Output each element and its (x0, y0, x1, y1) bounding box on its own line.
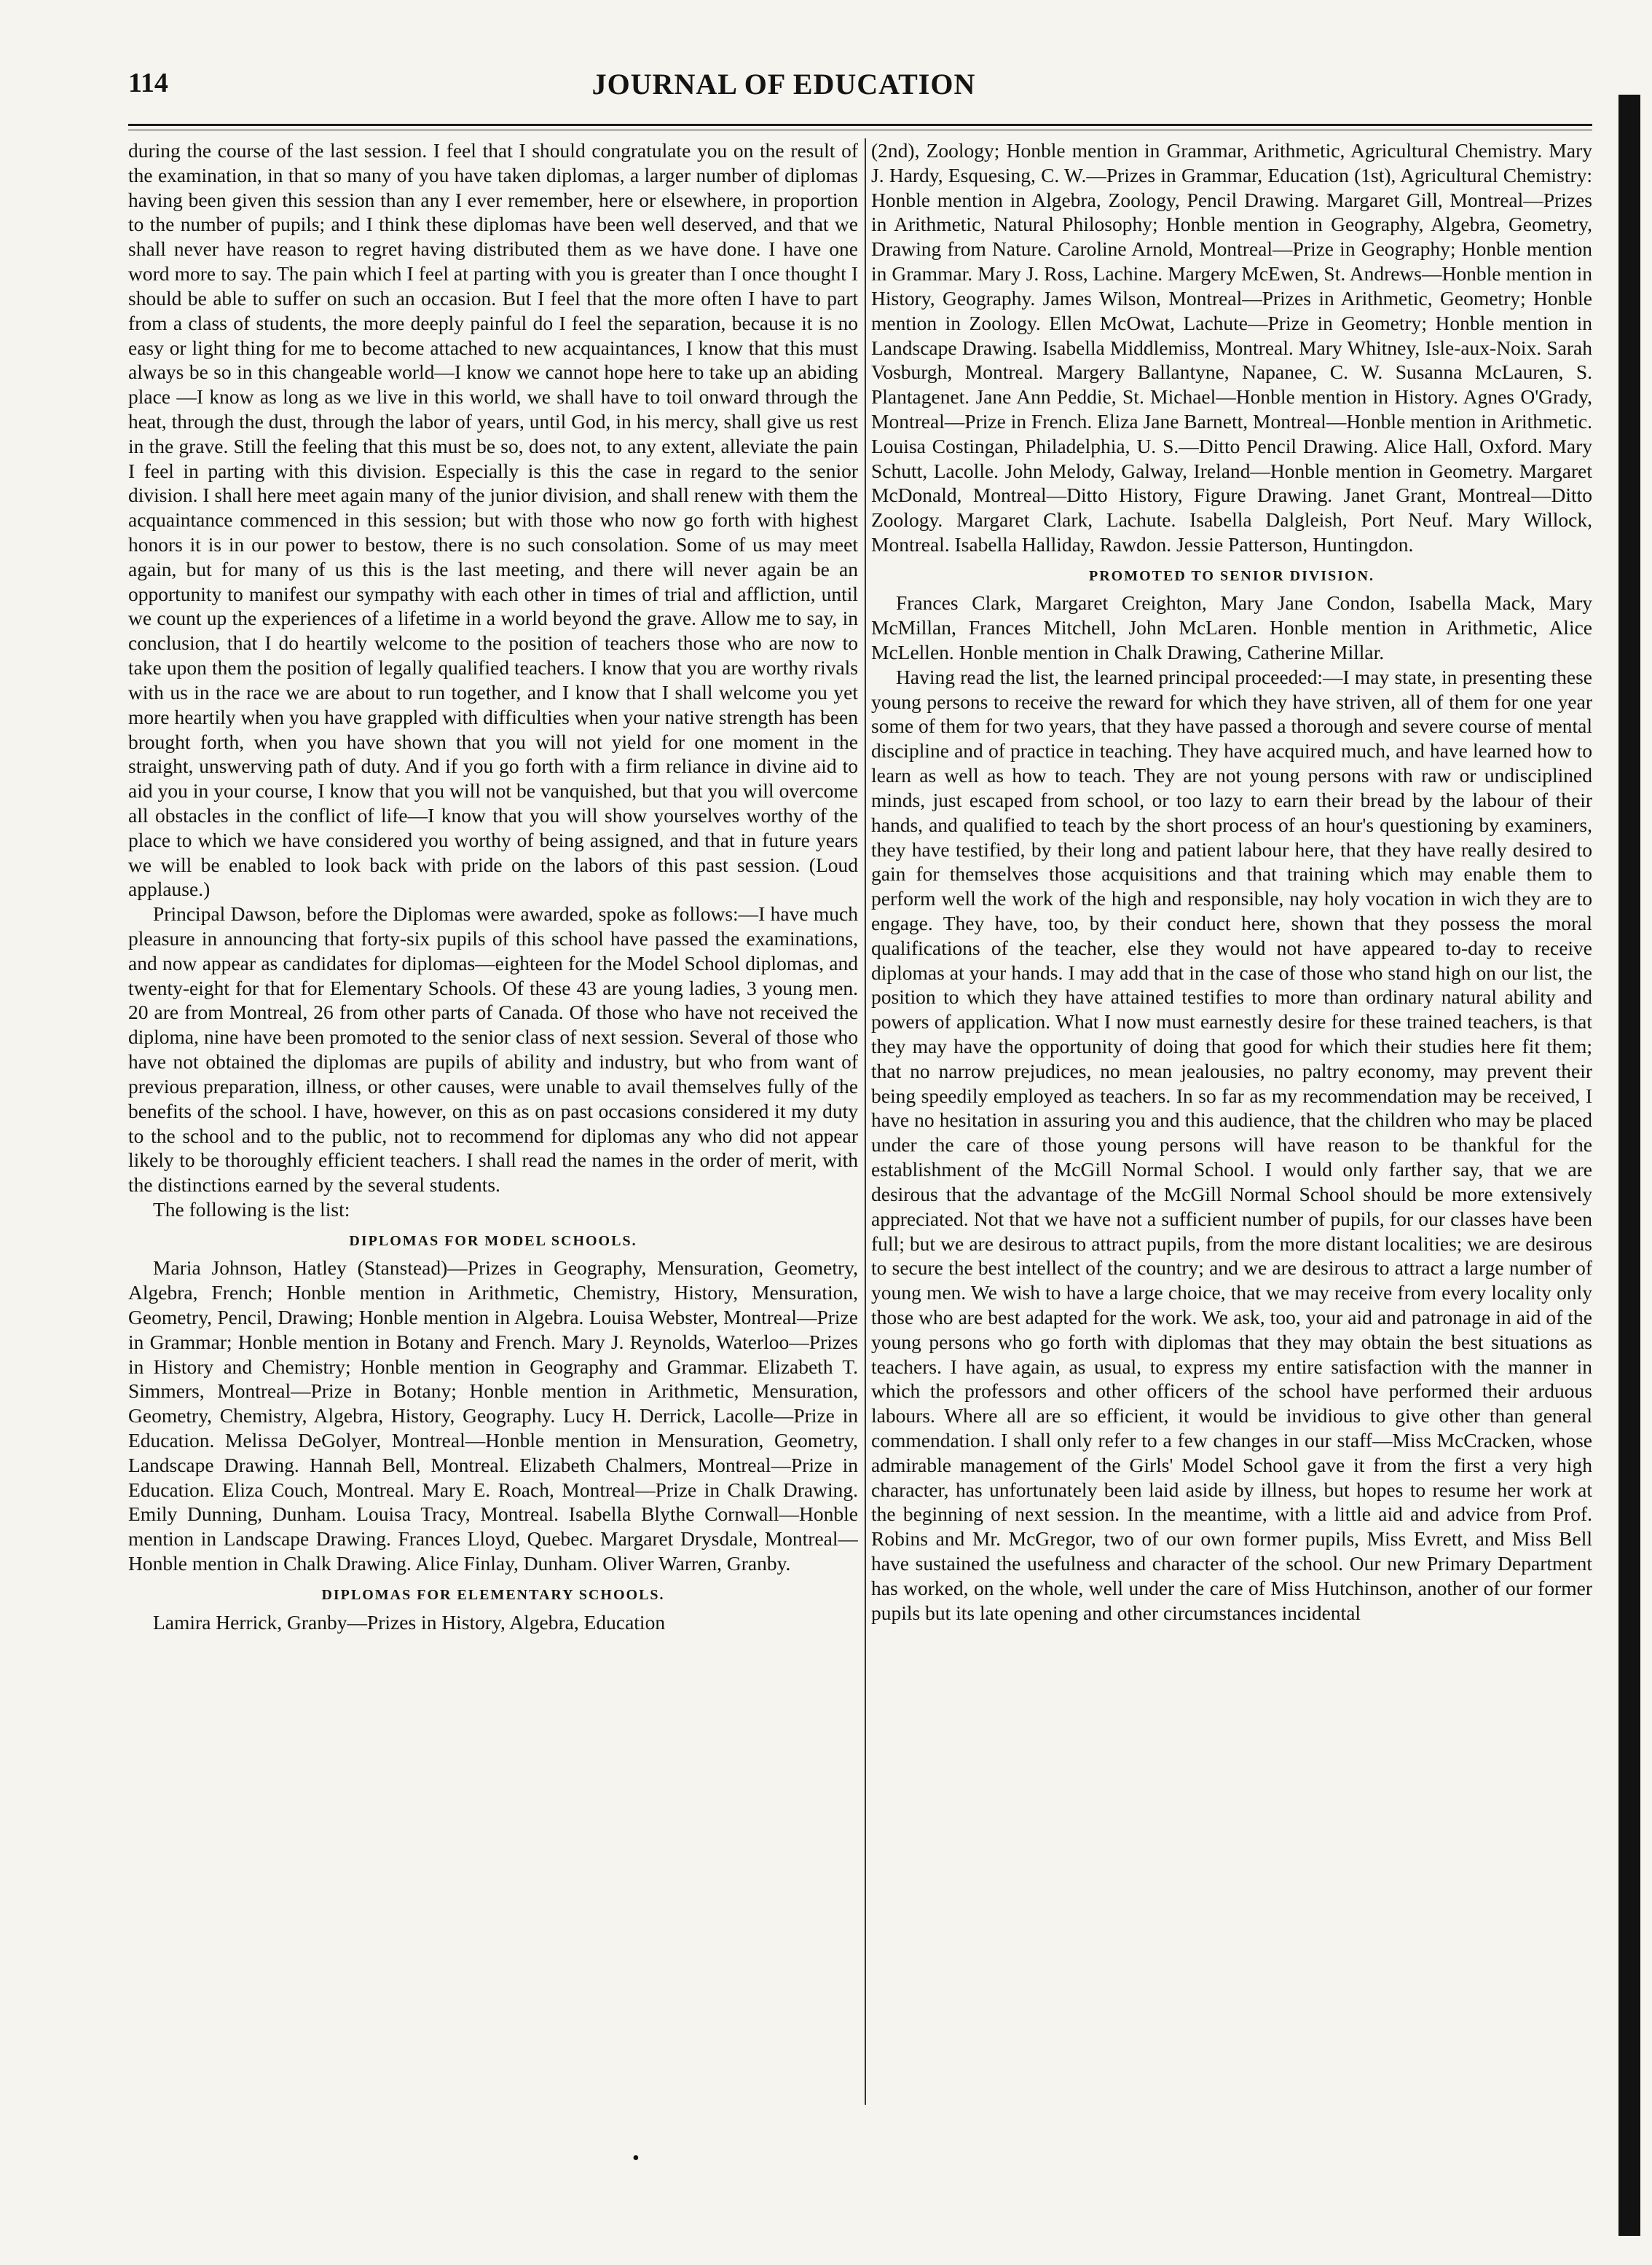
paragraph: Lamira Herrick, Granby—Prizes in History, Algebra, Education (153, 1610, 666, 1634)
paragraph: Principal Dawson, before the Diplomas were awarded, spoke as follows:—I have much pleasure in announcing that forty-six pupils of this school have passed the examinations, and now appear as candidates for diplomas—eighteen for the Model School diplomas, and twenty-eight for that for Elementary Schools. Of these 43 are young ladies, 3 young men. 20 are from Montreal, 26 from other parts of Canada. Of those who have not received the diploma, nine have been promoted to the senior class of next session. Several of those who have not obtained the diplomas are pupils of ability and industry, but who from want of previous preparation, illness, or other causes, were unable to avail themselves fully of the benefits of the school. I have, however, on this as on past occasions considered it my duty to the school and to the public, not to recommend for diplomas any who did not appear likely to be thoroughly efficient teachers. I shall read the names in the order of merit, with the distinctions earned by the several students. (128, 902, 858, 1197)
paragraph: The following is the list: (153, 1197, 350, 1221)
section-heading: DIPLOMAS FOR ELEMENTARY SCHOOLS. (321, 1586, 665, 1603)
page-edge-bar (1618, 95, 1640, 2236)
paragraph: Having read the list, the learned principal proceeded:—I may state, in presenting these young persons to receive the reward for which they have striven, all of them for one year some of them for two years, that they have passed a thorough and severe course of mental discipline and of practice in teaching. They have acquired much, and have learned how to learn as well as how to teach. They are not young persons with raw or undisciplined minds, just escaped from school, or too lazy to earn their bread by the labour of their hands, and qualified to teach by the short process of an hour's questioning by examiners, they have testified, by their long and patient labour here, that they have really desired to gain for themselves those acquisitions and that training which may enable them to perform well the work of the high and responsible, nay holy vocation in wich they are to engage. They have, too, by their conduct here, shown that they possess the moral qualifications of the teacher, else they would not have appeared to-day to receive diplomas at your hands. I may add that in the case of those who stand high on our list, the position to which they have attained testifies to more than ordinary natural ability and powers of application. What I now must earnestly desire for these trained teachers, is that they may have the opportunity of doing that good for which their studies here fit them; that no narrow prejudices, no mean jealousies, no paltry economy, may prevent their being speedily employed as teachers. In so far as my recommendation may be received, I have no hesitation in assuring you and this audience, that the children who may be placed under the care of those young persons will have reason to be thankful for the establishment of the McGill Normal School. I would only farther say, that we are desirous that the advantage of the McGill Normal School should be more extensively appreciated. Not that we have not a sufficient number of pupils, for our classes have been full; but we are desirous to attract pupils, from the more distant localities; we are desirous to secure the best intellect of the country; and we are desirous to attract a large number of young men. We wish to have a large choice, that we may receive from every locality only those who are best adapted for the work. We ask, too, your aid and patronage in aid of the young persons who go forth with diplomas that they may obtain the best situations as teachers. I have again, as usual, to express my entire satisfaction with the manner in which the professors and other officers of the school have performed their arduous labours. Where all are so efficient, it would be invidious to give other than general commendation. I shall only refer to a few changes in our staff—Miss McCracken, whose admirable management of the Girls' Model School gave it from the first a very high character, has unfortunately been laid aside by illness, but hopes to resume her work at the beginning of next session. In the meantime, with a little aid and advice from Prof. Robins and Mr. McGregor, two of our own former pupils, Miss Evrett, and Miss Bell have sustained the usefulness and character of the school. Our new Primary Department has worked, on the whole, well under the care of Miss Hutchinson, another of our former pupils but its late opening and other circumstances incidental (871, 665, 1592, 1624)
page-title: JOURNAL OF EDUCATION (591, 68, 976, 101)
section-heading: DIPLOMAS FOR MODEL SCHOOLS. (349, 1232, 637, 1249)
column-divider (865, 138, 866, 2105)
page-number: 114 (128, 68, 168, 98)
header-rule (128, 124, 1592, 126)
paragraph: during the course of the last session. I feel that I should congratulate you on the result of the examination, in that so many of you have taken diplomas, a larger number of diplomas having been given this session than any I ever remember, here or elsewhere, in proportion to the number of pupils; and I think these diplomas have been well deserved, and that we shall never have reason to regret having distributed them as we have done. I have one word more to say. The pain which I feel at parting with you is greater than I once thought I should be able to suffer on such an occasion. But I feel that the more often I have to part from a class of students, the more deeply painful do I feel the separation, because it is no easy or light thing for me to become attached to new acquaintances, I know that this must always be so in this changeable world—I know we cannot hope here to take up an abiding place —I know as long as we live in this world, we shall have to toil onward through the heat, through the dust, through the labor of years, until God, in his mercy, shall give us rest in the grave. Still the feeling that this must be so, does not, to any extent, alleviate the pain I feel in parting with this division. Especially is this the case in regard to the senior division. I shall here meet again many of the junior division, and shall renew with them the acquaintance commenced in this session; but with those who now go forth with highest honors it is in our power to bestow, there is no such consolation. Some of us may meet again, but for many of us this is the last meeting, and there will never again be an opportunity to manifest our sympathy with each other in times of trial and affliction, until we count up the experiences of a lifetime in a world beyond the grave. Allow me to say, in conclusion, that I do heartily welcome to the position of teachers those who are now to take upon them the position of legally qualified teachers. I know that you are worthy rivals with us in the race we are about to run together, and I know that I shall welcome you yet more heartily when you have grappled with difficulties when your native strength has been brought forth, when you have shown that you will not yield for one moment in the straight, unswerving path of duty. And if you go forth with a firm reliance in divine aid to aid you in your course, I know that you will not be vanquished, but that you will overcome all obstacles in the conflict of life—I know that you will show yourselves worthy of the place to which we have considered you worthy of being assigned, and that in future years we will be enabled to look back with pride on the labors of this past session. (Loud applause.) (128, 139, 858, 901)
paragraph: Maria Johnson, Hatley (Stanstead)—Prizes in Geography, Mensuration, Geometry, Algebra, French; Honble mention in Arithmetic, Chemistry, History, Mensuration, Geometry, Pencil, Drawing; Honble mention in Algebra. Louisa Webster, Montreal—Prize in Grammar; Honble mention in Botany and French. Mary J. Reynolds, Waterloo—Prizes in History and Chemistry; Honble mention in Geography and Grammar. Elizabeth T. Simmers, Montreal—Prize in Botany; Honble mention in Arithmetic, Mensuration, Geometry, Chemistry, Algebra, History, Geography. Lucy H. Derrick, Lacolle—Prize in Education. Melissa DeGolyer, Montreal—Honble mention in Mensuration, Geometry, Landscape Drawing. Hannah Bell, Montreal. Elizabeth Chalmers, Montreal—Prize in Education. Eliza Couch, Montreal. Mary E. Roach, Montreal—Prize in Chalk Drawing. Emily Dunning, Dunham. Louisa Tracy, Montreal. Isabella Blythe Cornwall—Honble mention in Landscape Drawing. Frances Lloyd, Quebec. Margaret Drysdale, Montreal—Honble mention in Chalk Drawing. Alice Finlay, Dunham. Oliver Warren, Granby. (128, 1256, 858, 1575)
paragraph: (2nd), Zoology; Honble mention in Grammar, Arithmetic, Agricultural Chemistry. Mary J. Hardy, Esquesing, C. W.—Prizes in Grammar, Education (1st), Agricultural Chemistry: Honble mention in Algebra, Zoology, Pencil Drawing. Margaret Gill, Montreal—Prizes in Arithmetic, Natural Philosophy; Honble mention in Geography, Algebra, Geometry, Drawing from Nature. Caroline Arnold, Montreal—Prize in Geography; Honble mention in Grammar. Mary J. Ross, Lachine. Margery McEwen, St. Andrews—Honble mention in History, Geography. James Wilson, Montreal—Prizes in Arithmetic, Geometry; Honble mention in Zoology. Ellen McOwat, Lachute—Prize in Geometry; Honble mention in Landscape Drawing. Isabella Middlemiss, Montreal. Mary Whitney, Isle-aux-Noix. Sarah Vosburgh, Montreal. Margery Ballantyne, Napanee, C. W. Susanna McLauren, S. Plantagenet. Jane Ann Peddie, St. Michael—Honble mention in History. Agnes O'Grady, Montreal—Prize in French. Eliza Jane Barnett, Montreal—Honble mention in Arithmetic. Louisa Costingan, Philadelphia, U. S.—Ditto Pencil Drawing. Alice Hall, Oxford. Mary Schutt, Lacolle. John Melody, Galway, Ireland—Honble mention in Geometry. Margaret McDonald, Montreal—Ditto History, Figure Drawing. Janet Grant, Montreal—Ditto Zoology. Margaret Clark, Lachute. Isabella Dalgleish, Port Neuf. Mary Willock, Montreal. Isabella Halliday, Rawdon. Jessie Patterson, Huntingdon. (871, 139, 1592, 556)
left-column (128, 138, 858, 2105)
paragraph: Frances Clark, Margaret Creighton, Mary Jane Condon, Isabella Mack, Mary McMillan, Frances Mitchell, John McLaren. Honble mention in Arithmetic, Alice McLellen. Honble mention in Chalk Drawing, Catherine Millar. (871, 591, 1592, 664)
page-mark: • (632, 2147, 640, 2170)
right-column (871, 138, 1592, 2105)
section-heading: PROMOTED TO SENIOR DIVISION. (1089, 567, 1374, 584)
page-header (128, 67, 1439, 111)
